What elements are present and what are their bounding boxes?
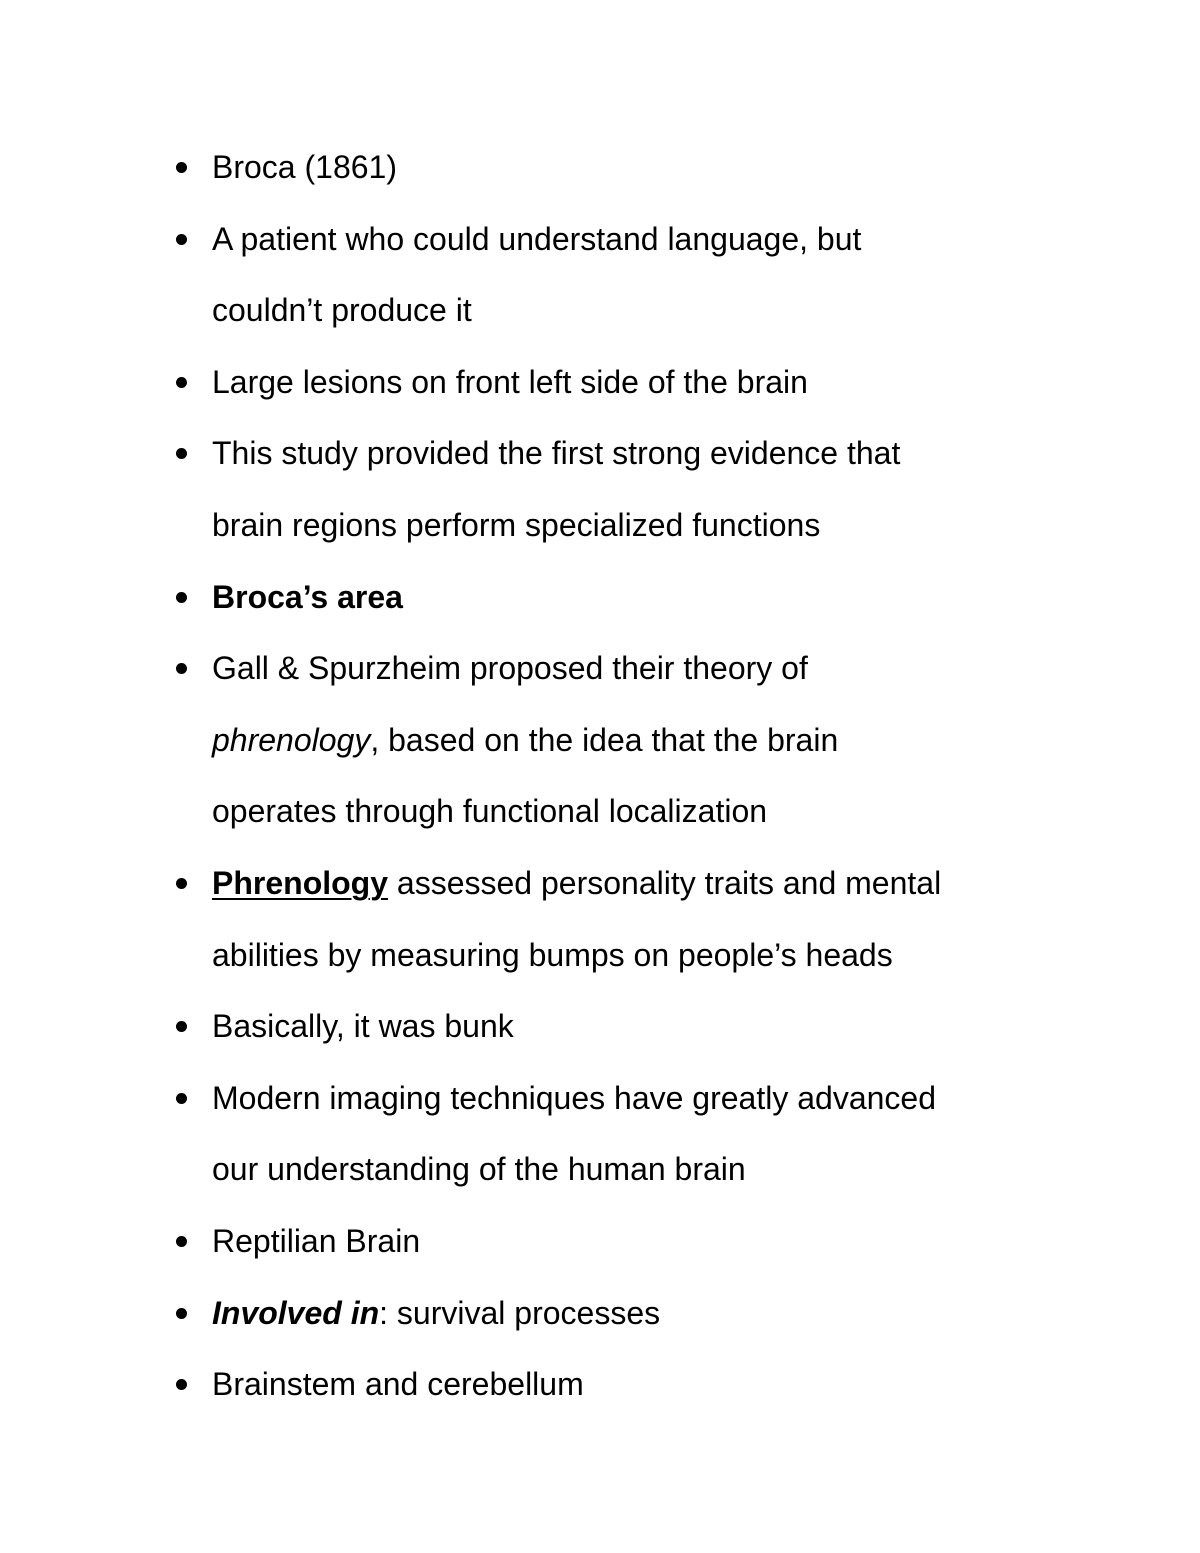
- bullet-icon: [176, 234, 187, 245]
- list-item: Brainstem and cerebellum: [212, 1349, 1072, 1421]
- term-phrenology-italic: phrenology: [212, 721, 371, 758]
- bullet-icon: [176, 1021, 187, 1032]
- bullet-icon: [176, 663, 187, 674]
- bullet-icon: [176, 448, 187, 459]
- term-phrenology: Phrenology: [212, 864, 389, 901]
- bullet-icon: [176, 592, 187, 603]
- term-brocas-area: Broca’s area: [212, 578, 403, 615]
- list-item: Basically, it was bunk: [212, 991, 1072, 1063]
- bullet-icon: [176, 1093, 187, 1104]
- list-item: Large lesions on front left side of the brain: [212, 347, 1072, 419]
- list-item: Gall & Spurzheim proposed their theory of phrenology, based on the idea that the brain operates through functional localization: [212, 633, 1072, 848]
- bullet-icon: [176, 1308, 187, 1319]
- bullet-icon: [176, 878, 187, 889]
- list-item: Reptilian Brain: [212, 1206, 1072, 1278]
- list-item: Modern imaging techniques have greatly advanced our understanding of the human brain: [212, 1063, 1072, 1206]
- bullet-icon: [176, 1379, 187, 1390]
- bullet-list: [212, 132, 1072, 1421]
- bullet-icon: [176, 1236, 187, 1247]
- bullet-icon: [176, 377, 187, 388]
- bullet-icon: [176, 162, 187, 173]
- list-item: Phrenology assessed personality traits and mental abilities by measuring bumps on people’s heads: [212, 848, 1072, 991]
- list-item: This study provided the first strong evidence that brain regions perform specialized functions: [212, 418, 1072, 561]
- list-item: Broca (1861): [212, 132, 1072, 204]
- list-item: Involved in: survival processes: [212, 1278, 1072, 1350]
- term-involved-in: Involved in: [212, 1294, 380, 1331]
- list-item: A patient who could understand language, but couldn’t produce it: [212, 204, 1072, 347]
- list-item: [212, 562, 1072, 634]
